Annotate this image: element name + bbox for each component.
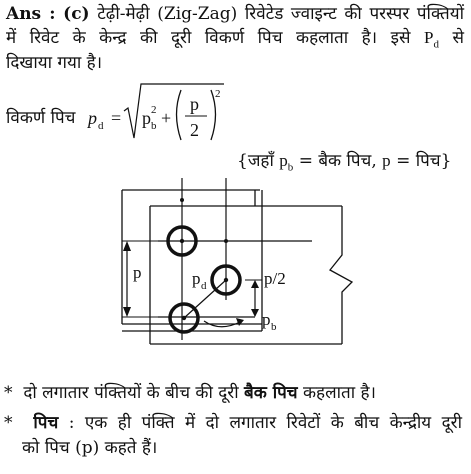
- arrowhead-pb: [236, 318, 244, 326]
- answer-line-2-end: से: [452, 28, 464, 48]
- answer-prefix: Ans :: [6, 4, 56, 24]
- bullet-back-pitch: * दो लगातार पंक्तियों के बीच की दूरी बैक पिच कहलाता है।: [4, 383, 376, 403]
- arrowhead-p2-bottom: [251, 309, 259, 317]
- rivet-3-center: [182, 316, 186, 320]
- label-p2: p/2: [264, 269, 286, 288]
- column-2-dot: [224, 239, 228, 243]
- answer-option: (c): [63, 4, 90, 24]
- formula-frac-den: 2: [190, 120, 199, 140]
- label-pd: p: [192, 269, 201, 288]
- column-1-top-dot: [180, 198, 184, 202]
- formula-term1-sup: 2: [151, 104, 157, 116]
- formula-term1-sub: b: [151, 120, 157, 132]
- label-p: p: [133, 263, 142, 282]
- formula-term1: p: [142, 108, 151, 128]
- formula-outer-sup: 2: [215, 88, 221, 100]
- arrowhead-p-top: [123, 241, 131, 251]
- where-p: p: [382, 151, 391, 170]
- formula-lhs-sub: d: [98, 120, 104, 132]
- bullet-pitch-line-2: को पिच (p) कहते हैं।: [22, 438, 158, 458]
- arrowhead-p-bottom: [123, 307, 131, 317]
- break-line: [330, 206, 352, 344]
- pd-symbol: $P_d$: [424, 28, 439, 51]
- label-pb-sub: b: [271, 321, 277, 333]
- formula-frac-num: p: [190, 94, 199, 114]
- formula-label: विकर्ण पिच: [6, 108, 76, 128]
- answer-line-3: दिखाया गया है।: [6, 53, 103, 73]
- answer-line-2-text: में रिवेट के केन्द्र की दूरी विकर्ण पिच कहलाता है। इसे: [6, 28, 411, 48]
- formula-lhs: p: [88, 108, 97, 128]
- formula-equals: =: [111, 108, 122, 128]
- where-note: {जहाँ $p_b$ = बैक पिच, p = पिच}: [237, 151, 452, 174]
- formula-plus: +: [161, 108, 172, 128]
- rivet-1-center: [180, 239, 184, 243]
- rivet-2-center: [224, 278, 228, 282]
- arrowhead-p2-top: [251, 280, 259, 288]
- label-pd-sub: d: [201, 280, 207, 292]
- answer-line-1-text: टेढ़ी-मेढ़ी (Zig-Zag) रिवेटेड ज्वाइन्ट की परस्पर पंक्तियों: [97, 4, 465, 24]
- bullet-pitch-line-1: * पिच : एक ही पंक्ति में दो लगातार रिवेटों के बीच केन्द्रीय दूरी: [4, 413, 463, 433]
- label-pb: p: [262, 310, 271, 329]
- where-pb: $p_b$: [279, 151, 294, 174]
